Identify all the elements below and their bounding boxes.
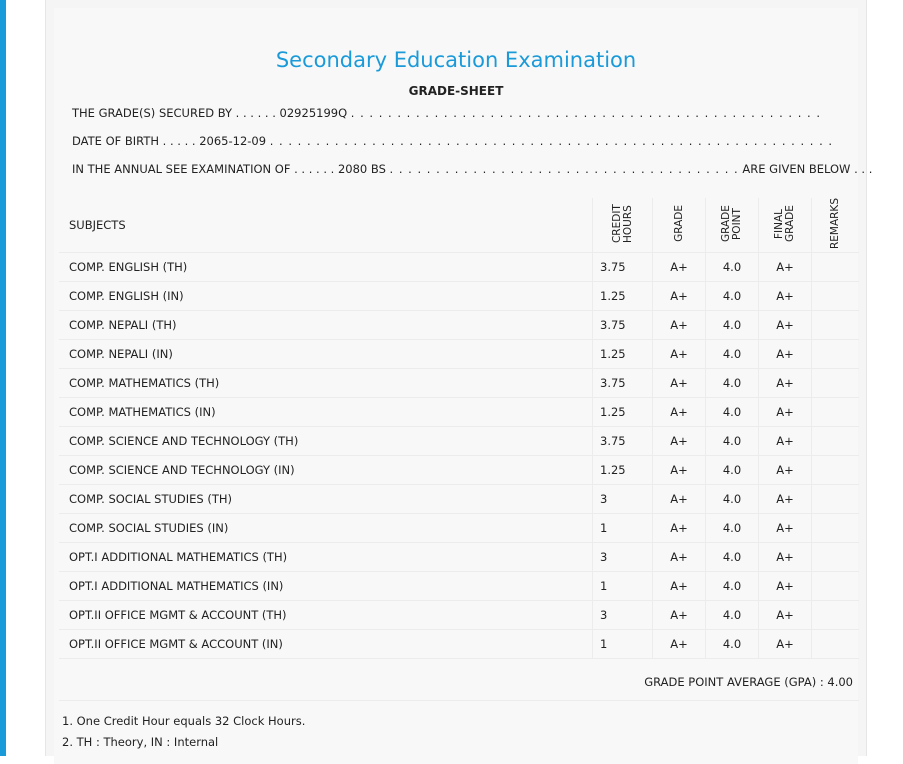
subject-cell: COMP. SOCIAL STUDIES (IN) [59,514,593,543]
table-row [59,572,859,601]
credit-hours-cell: 3.75 [593,427,653,456]
subject-cell: COMP. MATHEMATICS (IN) [59,398,593,427]
exam-dots: . . . . . . . . . . . . . . . . . . . . . . . . . . . . . . . . . . . . . . [389,162,739,176]
subject-cell: COMP. SOCIAL STUDIES (TH) [59,485,593,514]
final-grade-cell: A+ [759,630,812,659]
table-row [59,630,859,659]
credit-hours-cell: 1 [593,630,653,659]
remarks-cell [812,340,860,369]
credit-hours-cell: 1.25 [593,456,653,485]
grade-point-cell: 4.0 [706,398,759,427]
symbol-number: 02925199Q [279,106,348,120]
final-grade-cell: A+ [759,456,812,485]
final-grade-cell: A+ [759,282,812,311]
grade-cell: A+ [653,311,706,340]
left-accent-bar [0,0,6,756]
final-grade-cell: A+ [759,572,812,601]
table-row [59,601,859,630]
page-title: Secondary Education Examination [275,48,637,72]
subject-cell: COMP. ENGLISH (TH) [59,253,593,282]
page-subtitle: GRADE-SHEET [408,84,504,98]
credit-hours-cell: 3.75 [593,311,653,340]
gpa-row [59,656,859,701]
grade-cell: A+ [653,427,706,456]
grade-point-cell: 4.0 [706,572,759,601]
dob-label: DATE OF BIRTH . . . . . [72,134,196,148]
remarks-cell [812,253,860,282]
grade-point-cell: 4.0 [706,543,759,572]
header-subjects: SUBJECTS [59,198,593,253]
header-remarks [812,198,860,253]
credit-hours-cell: 1.25 [593,340,653,369]
table-row [59,514,859,543]
grades-table [59,198,859,659]
subject-cell: OPT.I ADDITIONAL MATHEMATICS (IN) [59,572,593,601]
grade-point-cell: 4.0 [706,427,759,456]
final-grade-cell: A+ [759,311,812,340]
grade-cell: A+ [653,630,706,659]
table-header-row [59,198,859,253]
final-grade-cell: A+ [759,601,812,630]
credit-hours-cell: 1.25 [593,282,653,311]
header-remarks-label: REMARKS [829,198,841,250]
grade-cell: A+ [653,601,706,630]
subject-cell: COMP. NEPALI (IN) [59,340,593,369]
credit-hours-cell: 3 [593,601,653,630]
remarks-cell [812,572,860,601]
credit-hours-cell: 3.75 [593,369,653,398]
remarks-cell [812,456,860,485]
final-grade-cell: A+ [759,427,812,456]
grade-cell: A+ [653,456,706,485]
grade-cell: A+ [653,282,706,311]
info-exam [72,162,873,176]
grade-point-cell: 4.0 [706,369,759,398]
remarks-cell [812,369,860,398]
exam-year: 2080 BS [337,162,386,176]
table-row [59,282,859,311]
subject-cell: COMP. SCIENCE AND TECHNOLOGY (TH) [59,427,593,456]
grade-cell: A+ [653,485,706,514]
header-final-grade-label: FINAL GRADE [773,205,796,242]
grade-cell: A+ [653,572,706,601]
grade-point-cell: 4.0 [706,456,759,485]
table-row [59,427,859,456]
remarks-cell [812,630,860,659]
grade-cell: A+ [653,543,706,572]
header-grade-point [706,198,759,253]
remarks-cell [812,282,860,311]
grade-point-cell: 4.0 [706,630,759,659]
grade-point-cell: 4.0 [706,340,759,369]
remarks-cell [812,514,860,543]
exam-label: IN THE ANNUAL SEE EXAMINATION OF . . . . . . [72,162,335,176]
remarks-cell [812,543,860,572]
grade-sheet-panel [45,0,873,756]
final-grade-cell: A+ [759,340,812,369]
remarks-cell [812,398,860,427]
table-row [59,253,859,282]
final-grade-cell: A+ [759,543,812,572]
gpa-value: GRADE POINT AVERAGE (GPA) : 4.00 [644,675,853,689]
table-row [59,398,859,427]
table-row [59,485,859,514]
subject-cell: COMP. MATHEMATICS (TH) [59,369,593,398]
table-row [59,311,859,340]
subject-cell: OPT.II OFFICE MGMT & ACCOUNT (IN) [59,630,593,659]
final-grade-cell: A+ [759,398,812,427]
grade-point-cell: 4.0 [706,282,759,311]
credit-hours-cell: 3.75 [593,253,653,282]
remarks-cell [812,311,860,340]
subject-cell: OPT.I ADDITIONAL MATHEMATICS (TH) [59,543,593,572]
grade-sheet-content [54,8,873,764]
final-grade-cell: A+ [759,485,812,514]
remarks-cell [812,427,860,456]
grade-cell: A+ [653,514,706,543]
subject-cell: COMP. SCIENCE AND TECHNOLOGY (IN) [59,456,593,485]
dob-dots: . . . . . . . . . . . . . . . . . . . . . . . . . . . . . . . . . . . . . . . . . . . . . . . . . . . . . . . . . . . . . [269,134,834,148]
note-credit-hour: 1. One Credit Hour equals 32 Clock Hours. [62,714,306,728]
header-final-grade [759,198,812,253]
secured-label: THE GRADE(S) SECURED BY . . . . . . [72,106,276,120]
table-row [59,369,859,398]
final-grade-cell: A+ [759,514,812,543]
final-grade-cell: A+ [759,253,812,282]
subject-cell: OPT.II OFFICE MGMT & ACCOUNT (TH) [59,601,593,630]
table-row [59,340,859,369]
grade-point-cell: 4.0 [706,514,759,543]
grade-point-cell: 4.0 [706,485,759,514]
note-abbreviations: 2. TH : Theory, IN : Internal [62,735,219,749]
credit-hours-cell: 3 [593,485,653,514]
credit-hours-cell: 1 [593,514,653,543]
grade-point-cell: 4.0 [706,253,759,282]
grade-point-cell: 4.0 [706,311,759,340]
grade-point-cell: 4.0 [706,601,759,630]
header-grade [653,198,706,253]
grade-cell: A+ [653,398,706,427]
table-row [59,456,859,485]
dob-value: 2065-12-09 [199,134,267,148]
table-row [59,543,859,572]
info-secured-by [72,106,832,120]
header-credit-hours [593,198,653,253]
credit-hours-cell: 3 [593,543,653,572]
remarks-cell [812,601,860,630]
credit-hours-cell: 1.25 [593,398,653,427]
exam-tail: ARE GIVEN BELOW . . . [742,162,873,176]
final-grade-cell: A+ [759,369,812,398]
subject-cell: COMP. NEPALI (TH) [59,311,593,340]
remarks-cell [812,485,860,514]
grade-cell: A+ [653,369,706,398]
header-credit-hours-label: CREDIT HOURS [610,204,634,243]
info-date-of-birth [72,134,832,148]
secured-dots: . . . . . . . . . . . . . . . . . . . . . . . . . . . . . . . . . . . . . . . . . . . . . . . . . . . [350,106,822,120]
grade-cell: A+ [653,253,706,282]
credit-hours-cell: 1 [593,572,653,601]
header-grade-point-label: GRADE POINT [720,205,743,242]
header-grade-label: GRADE [672,205,685,242]
subject-cell: COMP. ENGLISH (IN) [59,282,593,311]
grade-cell: A+ [653,340,706,369]
